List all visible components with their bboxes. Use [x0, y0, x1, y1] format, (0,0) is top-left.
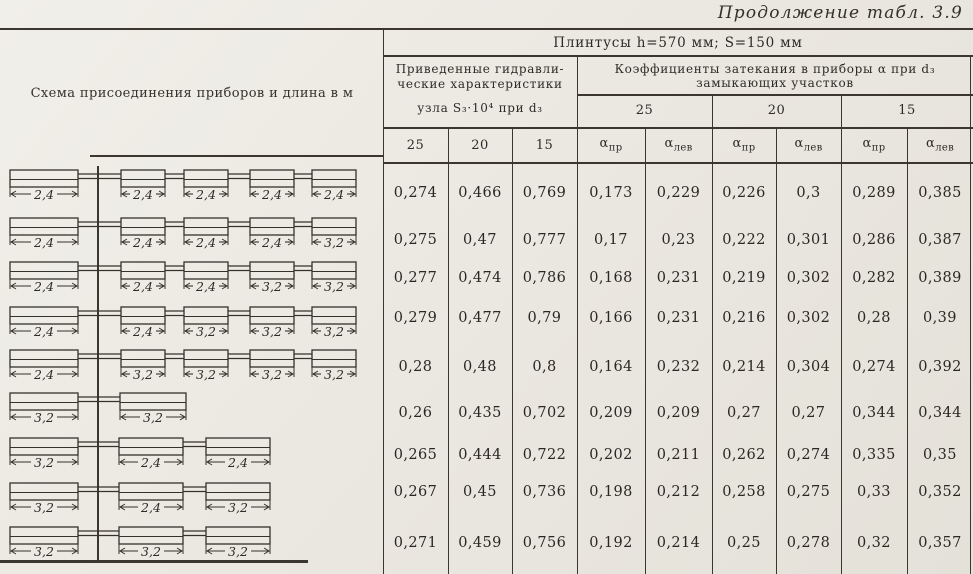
- length-label: 2,4: [34, 187, 54, 202]
- table-border-top: [0, 28, 973, 30]
- value-cell: 0,229: [656, 185, 701, 201]
- value-cell: 0,164: [589, 359, 633, 375]
- value-cell: 0,265: [393, 447, 438, 463]
- value-cell: 0,477: [458, 310, 502, 326]
- group1-header-line: ческие характеристики: [397, 77, 563, 91]
- value-cell: 0,79: [527, 310, 562, 326]
- alpha-coefficient-header: $\alpha_{пр}$: [732, 136, 756, 154]
- value-cell: 0,222: [722, 232, 766, 248]
- value-cell: 0,39: [923, 310, 957, 326]
- value-cell: 0,302: [786, 270, 831, 286]
- page-continuation-title: Продолжение табл. 3.9: [717, 3, 963, 23]
- length-label: 2,4: [196, 235, 216, 250]
- group2-header-line: Коэффициенты затекания в приборы α при d₃: [614, 62, 936, 76]
- value-cell: 0,232: [656, 359, 701, 375]
- value-cell: 0,173: [589, 185, 633, 201]
- value-cell: 0,387: [918, 232, 962, 248]
- length-label: 3,2: [34, 544, 54, 559]
- value-cell: 0,212: [656, 484, 701, 500]
- group1-header-line: узла S₃·10⁴ при d₃: [417, 101, 543, 115]
- length-label: 2,4: [196, 187, 216, 202]
- length-label: 3,2: [228, 500, 248, 515]
- value-cell: 0,702: [522, 405, 567, 421]
- value-cell: 0,25: [727, 535, 761, 551]
- value-cell: 0,722: [522, 447, 567, 463]
- value-cell: 0,166: [589, 310, 633, 326]
- value-cell: 0,335: [852, 447, 896, 463]
- value-cell: 0,33: [857, 484, 891, 500]
- length-label: 2,4: [324, 187, 344, 202]
- length-label: 2,4: [34, 324, 54, 339]
- value-cell: 0,302: [786, 310, 831, 326]
- value-cell: 0,168: [589, 270, 633, 286]
- value-cell: 0,736: [522, 484, 567, 500]
- table-row: [383, 480, 973, 504]
- length-label: 3,2: [196, 367, 216, 382]
- table-row: [383, 228, 973, 252]
- alpha-coefficient-header: $\alpha_{пр}$: [599, 136, 623, 154]
- value-cell: 0,258: [722, 484, 766, 500]
- connection-scheme-diagram: [0, 305, 383, 349]
- value-cell: 0,274: [393, 185, 438, 201]
- table-border: [383, 55, 973, 57]
- value-cell: 0,279: [393, 310, 438, 326]
- value-cell: 0,214: [722, 359, 766, 375]
- length-label: 3,2: [34, 410, 54, 425]
- group1-header-line: Приведенные гидравли-: [395, 62, 565, 76]
- value-cell: 0,231: [656, 310, 701, 326]
- diameter-group-header: 20: [767, 102, 786, 118]
- value-cell: 0,392: [918, 359, 962, 375]
- value-cell: 0,777: [522, 232, 567, 248]
- connection-scheme-diagram: [0, 391, 383, 435]
- length-label: 3,2: [143, 410, 163, 425]
- value-cell: 0,277: [393, 270, 438, 286]
- length-label: 3,2: [262, 324, 282, 339]
- value-cell: 0,459: [458, 535, 502, 551]
- value-cell: 0,27: [791, 405, 826, 421]
- value-cell: 0,274: [786, 447, 831, 463]
- connection-scheme-diagram: [0, 216, 383, 260]
- value-cell: 0,28: [857, 310, 891, 326]
- closing-section-diameter-band: [577, 96, 973, 124]
- length-label: 2,4: [262, 187, 282, 202]
- value-cell: 0,8: [532, 359, 557, 375]
- connection-scheme-diagram: [0, 168, 383, 212]
- value-cell: 0,274: [852, 359, 896, 375]
- length-label: 3,2: [262, 367, 282, 382]
- length-label: 2,4: [34, 367, 54, 382]
- length-label: 3,2: [324, 324, 344, 339]
- value-cell: 0,198: [589, 484, 633, 500]
- value-cell: 0,267: [393, 484, 438, 500]
- value-cell: 0,352: [918, 484, 962, 500]
- value-cell: 0,27: [727, 405, 761, 421]
- alpha-coefficient-header: $\alpha_{лев}$: [794, 136, 823, 154]
- value-cell: 0,231: [656, 270, 701, 286]
- value-cell: 0,389: [918, 270, 962, 286]
- value-cell: 0,271: [393, 535, 438, 551]
- table-border: [383, 162, 973, 164]
- length-label: 2,4: [133, 187, 153, 202]
- table-border: [383, 127, 973, 129]
- value-cell: 0,769: [522, 185, 567, 201]
- value-cell: 0,35: [923, 447, 957, 463]
- value-cell: 0,344: [852, 405, 896, 421]
- value-cell: 0,262: [722, 447, 766, 463]
- length-label: 3,2: [34, 500, 54, 515]
- value-cell: 0,275: [786, 484, 831, 500]
- value-cell: 0,23: [661, 232, 696, 248]
- value-cell: 0,47: [463, 232, 497, 248]
- length-label: 2,4: [141, 500, 161, 515]
- length-label: 3,2: [324, 367, 344, 382]
- table-row: [383, 306, 973, 330]
- hydraulic-diameter-header: 25: [406, 137, 425, 153]
- alpha-coefficient-header: $\alpha_{лев}$: [664, 136, 693, 154]
- alpha-coefficient-header: $\alpha_{пр}$: [862, 136, 886, 154]
- value-cell: 0,756: [522, 535, 567, 551]
- connection-scheme-diagram: [0, 260, 383, 304]
- value-cell: 0,32: [857, 535, 891, 551]
- length-label: 3,2: [141, 544, 161, 559]
- value-cell: 0,45: [463, 484, 497, 500]
- connection-scheme-diagram: [0, 436, 383, 480]
- length-label: 2,4: [34, 235, 54, 250]
- table-row: [383, 401, 973, 425]
- value-cell: 0,3: [796, 185, 821, 201]
- value-cell: 0,219: [722, 270, 766, 286]
- length-label: 3,2: [262, 279, 282, 294]
- length-label: 3,2: [228, 544, 248, 559]
- length-label: 3,2: [133, 367, 153, 382]
- value-cell: 0,344: [918, 405, 962, 421]
- value-cell: 0,192: [589, 535, 633, 551]
- value-cell: 0,786: [522, 270, 567, 286]
- length-label: 2,4: [34, 279, 54, 294]
- length-label: 2,4: [141, 455, 161, 470]
- length-label: 2,4: [133, 324, 153, 339]
- value-cell: 0,214: [656, 535, 701, 551]
- value-cell: 0,48: [463, 359, 497, 375]
- value-cell: 0,202: [589, 447, 633, 463]
- diameter-group-header: 25: [635, 102, 654, 118]
- diameter-group-header: 15: [898, 102, 916, 118]
- hydraulic-diameter-header: 20: [471, 137, 489, 153]
- value-cell: 0,385: [918, 185, 962, 201]
- value-cell: 0,357: [918, 535, 962, 551]
- table-row: [383, 443, 973, 467]
- value-cell: 0,17: [594, 232, 628, 248]
- plinth-size-header: Плинтусы h=570 мм; S=150 мм: [553, 35, 803, 51]
- connection-scheme-diagram: [0, 525, 383, 569]
- value-cell: 0,28: [398, 359, 433, 375]
- table-border: [90, 155, 383, 157]
- value-cell: 0,289: [852, 185, 896, 201]
- length-label: 2,4: [133, 235, 153, 250]
- value-cell: 0,226: [722, 185, 766, 201]
- value-cell: 0,444: [458, 447, 502, 463]
- length-label: 2,4: [262, 235, 282, 250]
- length-label: 2,4: [133, 279, 153, 294]
- value-cell: 0,278: [786, 535, 831, 551]
- table-row: [383, 531, 973, 555]
- value-cell: 0,211: [656, 447, 701, 463]
- length-label: 2,4: [228, 455, 248, 470]
- connection-scheme-diagram: [0, 481, 383, 525]
- table-row: [383, 181, 973, 205]
- subcolumn-header-band: [383, 130, 973, 160]
- value-cell: 0,282: [852, 270, 896, 286]
- value-cell: 0,304: [786, 359, 831, 375]
- hydraulic-diameter-header: 15: [535, 137, 554, 153]
- table-row: [383, 355, 973, 379]
- table-row: [383, 266, 973, 290]
- value-cell: 0,466: [458, 185, 502, 201]
- value-cell: 0,435: [458, 405, 502, 421]
- alpha-coefficient-header: $\alpha_{лев}$: [925, 136, 955, 154]
- length-label: 3,2: [34, 455, 54, 470]
- connection-scheme-diagram: [0, 348, 383, 392]
- value-cell: 0,474: [458, 270, 502, 286]
- length-label: 3,2: [324, 279, 344, 294]
- value-cell: 0,286: [852, 232, 896, 248]
- value-cell: 0,209: [656, 405, 701, 421]
- value-cell: 0,301: [786, 232, 831, 248]
- value-cell: 0,275: [393, 232, 438, 248]
- group2-header-line: замыкающих участков: [696, 76, 854, 90]
- scheme-column-header: Схема присоединения приборов и длина в м: [30, 86, 354, 101]
- value-cell: 0,209: [589, 405, 633, 421]
- length-label: 3,2: [324, 235, 344, 250]
- value-cell: 0,216: [722, 310, 766, 326]
- value-cell: 0,26: [398, 405, 433, 421]
- length-label: 3,2: [196, 324, 216, 339]
- length-label: 2,4: [196, 279, 216, 294]
